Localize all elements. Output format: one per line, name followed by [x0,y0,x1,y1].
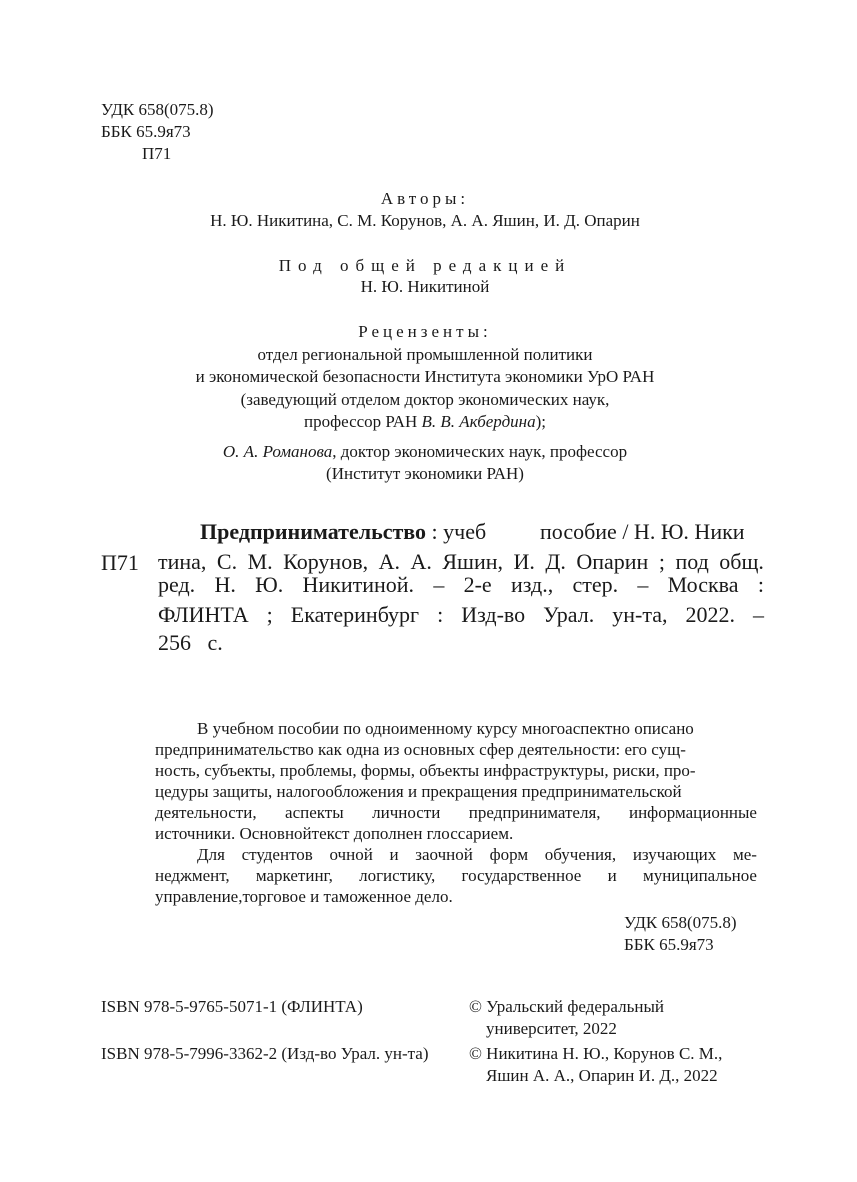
bbk-code-bottom: ББК 65.9я73 [624,935,714,954]
reviewers-line-2: и экономической безопасности Института экономики УрО РАН [195,367,655,386]
annotation-line-5: деятельности, аспекты личности предпринимателя, информационные [155,803,757,822]
author-mark-top: П71 [142,144,172,163]
annotation-line-4: цедуры защиты, налогообложения и прекращения предпринимательской [155,782,682,801]
annotation-line-2: предпринимательство как одна из основных сфер деятельности: его сущ- [155,740,686,759]
copyright-urfu-line-2: университет, 2022 [486,1019,617,1038]
catalog-line-4: ФЛИНТА ; Екатеринбург : Изд-во Урал. ун-та, 2022. – [158,602,764,627]
reviewers-heading: Рецензенты: [358,322,492,341]
annotation-line-6: источники. Основнойтекст дополнен глоссарием. [155,824,514,843]
reviewer-name-akberdina: В. В. Акбердина [421,412,536,431]
annotation-line-8: неджмент, маркетинг, логистику, государственное и муниципальное [155,866,757,885]
copyright-authors-line-1: © Никитина Н. Ю., Корунов С. М., [469,1044,723,1063]
catalog-line-2: тина, С. М. Корунов, А. А. Яшин, И. Д. Опарин ; под общ. [158,549,764,574]
bbk-code-top: ББК 65.9я73 [101,122,191,141]
reviewers-line-6: (Институт экономики РАН) [326,464,524,483]
isbn-flinta: ISBN 978-5-9765-5071-1 (ФЛИНТА) [101,997,363,1016]
catalog-title: Предпринимательство [200,519,427,544]
annotation-line-7: Для студентов очной и заочной форм обучения, изучающих ме- [197,845,757,864]
editor-heading: Под общей редакцией [278,256,572,275]
reviewers-line-3: (заведующий отделом доктор экономических наук, [240,390,610,409]
copyright-urfu-line-1: © Уральский федеральный [469,997,664,1016]
reviewers-line-5: О. А. Романова, доктор экономических наук, профессор [222,442,628,461]
udk-code-bottom: УДК 658(075.8) [624,913,737,932]
catalog-line-1: Предпринимательство : учеб пособие / Н. Ю. Ники [200,519,745,544]
reviewer-name-romanova: О. А. Романова [222,442,333,461]
catalog-author-mark: П71 [101,550,139,575]
annotation-line-1: В учебном пособии по одноименному курсу многоаспектно описано [197,719,694,738]
annotation-line-3: ность, субъекты, проблемы, формы, объекты инфраструктуры, риски, про- [155,761,696,780]
copyright-authors-line-2: Яшин А. А., Опарин И. Д., 2022 [486,1066,718,1085]
reviewers-line-4: профессор РАН В. В. Акбердина); [304,412,546,431]
udk-code-top: УДК 658(075.8) [101,100,214,119]
catalog-line-3: ред. Н. Ю. Никитиной. – 2-е изд., стер. – Москва : [158,572,764,597]
authors-heading: Авторы: [380,189,470,208]
isbn-urfu: ISBN 978-5-7996-3362-2 (Изд-во Урал. ун-та) [101,1044,429,1063]
reviewers-line-1: отдел региональной промышленной политики [257,345,593,364]
authors-names: Н. Ю. Никитина, С. М. Корунов, А. А. Яшин, И. Д. Опарин [210,211,640,230]
annotation [155,718,757,907]
annotation-line-9: управление,торговое и таможенное дело. [155,887,453,906]
catalog-line-5: 256 с. [158,630,223,655]
editor-name: Н. Ю. Никитиной [360,277,490,296]
